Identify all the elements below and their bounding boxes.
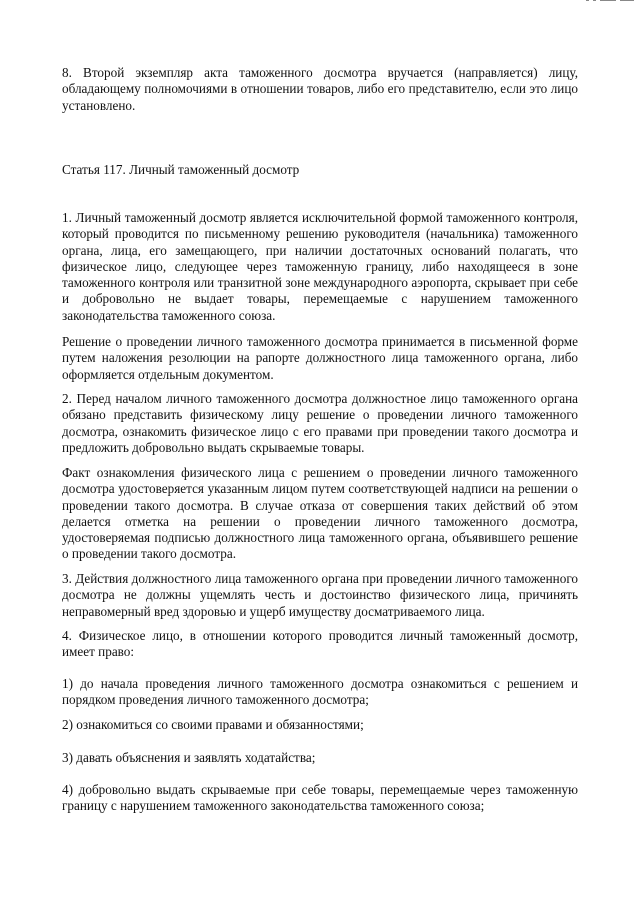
paragraph-8: 8. Второй экземпляр акта таможенного досмотра вручается (направляется) лицу, обладающему полномочиями в отношении товаров, либо его представителю, если это лицо установлено. <box>62 65 578 113</box>
paragraph-1: 1. Личный таможенный досмотр является исключительной формой таможенного контроля, который проводится по письменному решению руководителя (начальника) таможенного органа, лица, его замещающего, при наличии достаточных оснований полагать, что физическое лицо, следующее через таможенную границу, либо находящееся в зоне таможенного контроля или транзитной зоне международного аэропорта, скрывает при себе и добровольно не выдает товары, перемещаемые с нарушением таможенного законодательства таможенного союза. <box>62 210 578 323</box>
list-item-3: 3) давать объяснения и заявлять ходатайства; <box>62 750 316 765</box>
paragraph-4: 4. Физическое лицо, в отношении которого проводится личный таможенный досмотр, имеет право: <box>62 628 578 660</box>
article-heading: Статья 117. Личный таможенный досмотр <box>62 162 300 177</box>
page-corner-mark <box>586 0 634 2</box>
paragraph-decision: Решение о проведении личного таможенного досмотра принимается в письменной форме путем наложения резолюции на рапорте должностного лица таможенного органа, либо оформляется отдельным документом. <box>62 334 578 382</box>
list-item-1: 1) до начала проведения личного таможенного досмотра ознакомиться с решением и порядком проведения личного таможенного досмотра; <box>62 676 578 708</box>
paragraph-fact: Факт ознакомления физического лица с решением о проведении личного таможенного досмотра удостоверяется указанным лицом путем соответствующей надписи на решении о проведении такого досмотра. В случае отказа от совершения таких действий об этом делается отметка на решении о проведении личного таможенного досмотра, удостоверяемая подписью должностного лица таможенного органа, объявившего решение о проведении такого досмотра. <box>62 465 578 562</box>
paragraph-3: 3. Действия должностного лица таможенного органа при проведении личного таможенного досмотра не должны ущемлять честь и достоинство физического лица, причинять неправомерный вред здоровью и ущерб имуществу досматриваемого лица. <box>62 571 578 619</box>
list-item-2: 2) ознакомиться со своими правами и обязанностями; <box>62 717 364 732</box>
list-item-4: 4) добровольно выдать скрываемые при себе товары, перемещаемые через таможенную границу с нарушением таможенного законодательства таможенного союза; <box>62 782 578 814</box>
paragraph-2: 2. Перед началом личного таможенного досмотра должностное лицо таможенного органа обязано представить физическому лицу решение о проведении личного таможенного досмотра, ознакомить физическое лицо с его правами при проведении такого досмотра и предложить добровольно выдать скрываемые товары. <box>62 391 578 455</box>
